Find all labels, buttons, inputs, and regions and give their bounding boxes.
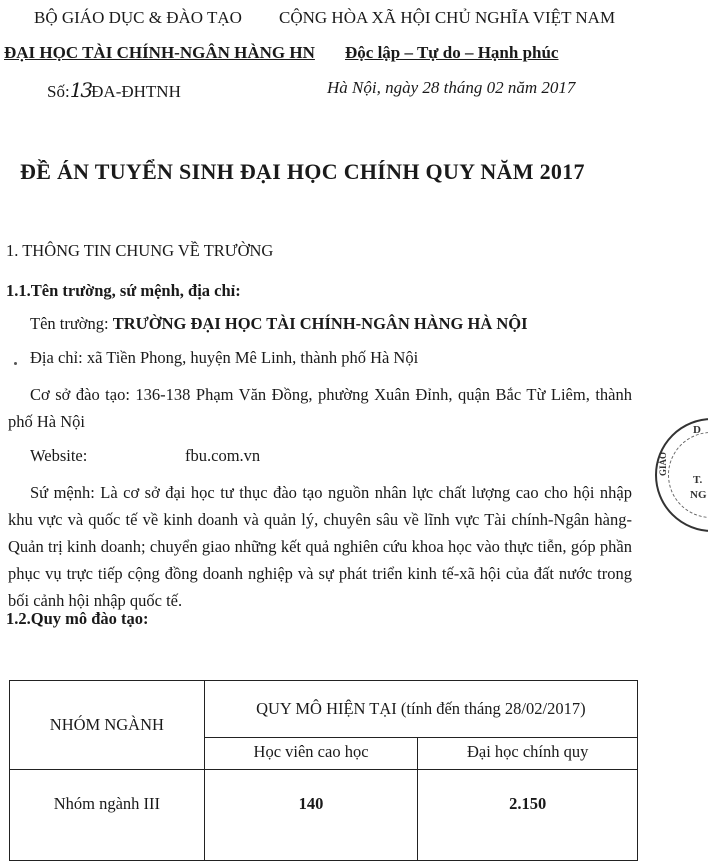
doc-number-handwritten: 13 — [69, 78, 92, 102]
section-heading: 1. THÔNG TIN CHUNG VỀ TRƯỜNG — [6, 241, 274, 260]
stamp-text-left: GIÁO — [658, 452, 668, 477]
mission-paragraph: Sứ mệnh: Là cơ sở đại học tư thục đào tạo nguồn nhân lực chất lượng cao cho hội nhập khu vực và quốc tế về kinh doanh và quản lý, chuyên sâu về lĩnh vực Tài chính-Ngân hàng-Quản trị kinh doanh; chuyển giao những kết quả nghiên cứu khoa học vào thực tiễn, góp phần phục vụ trực tiếp cộng đồng doanh nghiệp và sự phát triển kinh tế-xã hội của đất nước trong bối cảnh hội nhập quốc tế. — [8, 483, 632, 610]
document-number — [47, 78, 181, 102]
school-name-label: Tên trường: — [30, 314, 113, 333]
scan-speck — [14, 362, 17, 365]
university-name: ĐẠI HỌC TÀI CHÍNH-NGÂN HÀNG HN — [4, 43, 315, 62]
stamp-text-top: D — [693, 424, 701, 436]
website-value: fbu.com.vn — [185, 446, 261, 465]
cell-undergrad: 2.150 — [418, 770, 638, 861]
subsection-heading-1-2: 1.2.Quy mô đào tạo: — [6, 609, 149, 628]
stamp-text-mid2: NG — [690, 489, 707, 501]
subsection-heading-1-1: 1.1.Tên trường, sứ mệnh, địa chỉ: — [6, 281, 241, 300]
header-scale: QUY MÔ HIỆN TẠI (tính đến tháng 28/02/2017) — [204, 681, 637, 738]
place-date: Hà Nội, ngày 28 tháng 02 năm 2017 — [327, 78, 576, 97]
document-title: ĐỀ ÁN TUYỂN SINH ĐẠI HỌC CHÍNH QUY NĂM 2017 — [20, 159, 585, 184]
republic-name: CỘNG HÒA XÃ HỘI CHỦ NGHĨA VIỆT NAM — [279, 8, 616, 27]
doc-number-suffix: ĐA-ĐHTNH — [91, 82, 181, 101]
campus-paragraph: Cơ sở đào tạo: 136-138 Phạm Văn Đồng, phường Xuân Đỉnh, quận Bắc Từ Liêm, thành phố Hà Nội — [8, 385, 632, 431]
header-grad: Học viên cao học — [204, 738, 418, 770]
stamp-text-mid1: T. — [693, 474, 703, 486]
ministry-name: BỘ GIÁO DỤC & ĐÀO TẠO — [34, 8, 242, 27]
header-undergrad: Đại học chính quy — [418, 738, 638, 770]
header-group: NHÓM NGÀNH — [10, 681, 205, 770]
address-line: Địa chỉ: xã Tiền Phong, huyện Mê Linh, thành phố Hà Nội — [30, 348, 419, 367]
training-scale-table — [9, 680, 638, 861]
table-row — [10, 770, 638, 861]
cell-group: Nhóm ngành III — [10, 770, 205, 861]
school-name-line — [30, 314, 528, 334]
school-name-value: TRƯỜNG ĐẠI HỌC TÀI CHÍNH-NGÂN HÀNG HÀ NỘI — [112, 314, 528, 333]
doc-number-prefix: Số: — [47, 82, 70, 101]
cell-grad: 140 — [204, 770, 418, 861]
website-label: Website: — [30, 446, 88, 465]
national-motto: Độc lập – Tự do – Hạnh phúc — [345, 43, 559, 62]
